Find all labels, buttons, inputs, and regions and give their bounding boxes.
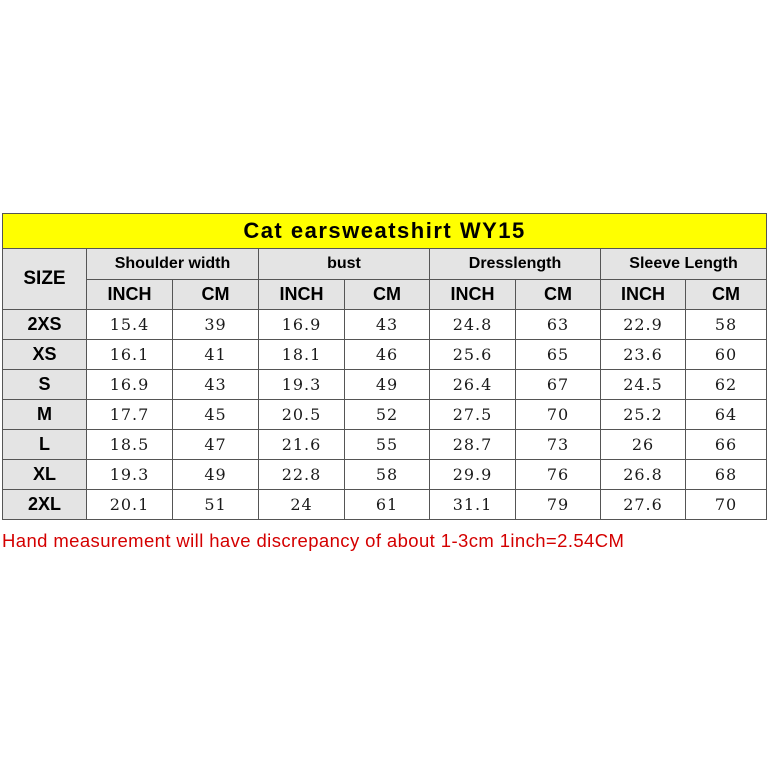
shoulder-cm-cell: 41 bbox=[173, 340, 259, 370]
bust-inch-cell: 24 bbox=[259, 490, 345, 520]
shoulder-cm-cell: 51 bbox=[173, 490, 259, 520]
size-label: XL bbox=[3, 460, 87, 490]
shoulder-cm-cell: 45 bbox=[173, 400, 259, 430]
shoulder-cm-cell: 49 bbox=[173, 460, 259, 490]
size-label: 2XL bbox=[3, 490, 87, 520]
dress-length-cm-cell: 79 bbox=[516, 490, 601, 520]
bust-cm-cell: 49 bbox=[345, 370, 430, 400]
table-row bbox=[3, 460, 767, 490]
size-label: S bbox=[3, 370, 87, 400]
shoulder-inch-cell: 18.5 bbox=[87, 430, 173, 460]
sleeve-length-cm-cell: 62 bbox=[686, 370, 767, 400]
shoulder-cm-cell: 39 bbox=[173, 310, 259, 340]
bust-cm-cell: 52 bbox=[345, 400, 430, 430]
dress-length-inch-cell: 27.5 bbox=[430, 400, 516, 430]
bust-inch-cell: 20.5 bbox=[259, 400, 345, 430]
sleeve-length-inch-cell: 22.9 bbox=[601, 310, 686, 340]
inch-unit-header: INCH bbox=[87, 280, 173, 310]
sleeve-length-cm-cell: 60 bbox=[686, 340, 767, 370]
cm-unit-header: CM bbox=[173, 280, 259, 310]
size-label: XS bbox=[3, 340, 87, 370]
bust-inch-cell: 22.8 bbox=[259, 460, 345, 490]
sleeve-length-cm-cell: 70 bbox=[686, 490, 767, 520]
size-label: L bbox=[3, 430, 87, 460]
sleeve-length-cm-cell: 66 bbox=[686, 430, 767, 460]
measurement-note: Hand measurement will have discrepancy of about 1-3cm 1inch=2.54CM bbox=[2, 530, 625, 551]
dress-length-inch-cell: 24.8 bbox=[430, 310, 516, 340]
inch-unit-header: INCH bbox=[430, 280, 516, 310]
unit-header-row bbox=[3, 280, 767, 310]
inch-unit-header: INCH bbox=[259, 280, 345, 310]
shoulder-inch-cell: 17.7 bbox=[87, 400, 173, 430]
bust-cm-cell: 58 bbox=[345, 460, 430, 490]
bust-cm-cell: 46 bbox=[345, 340, 430, 370]
dress-length-inch-cell: 26.4 bbox=[430, 370, 516, 400]
dress-length-header: Dresslength bbox=[430, 249, 601, 280]
dress-length-inch-cell: 25.6 bbox=[430, 340, 516, 370]
shoulder-width-header: Shoulder width bbox=[87, 249, 259, 280]
shoulder-inch-cell: 16.9 bbox=[87, 370, 173, 400]
table-row bbox=[3, 370, 767, 400]
cm-unit-header: CM bbox=[345, 280, 430, 310]
sleeve-length-cm-cell: 64 bbox=[686, 400, 767, 430]
table-title: Cat earsweatshirt WY15 bbox=[3, 214, 767, 249]
dress-length-cm-cell: 63 bbox=[516, 310, 601, 340]
sleeve-length-inch-cell: 27.6 bbox=[601, 490, 686, 520]
dress-length-cm-cell: 73 bbox=[516, 430, 601, 460]
size-label: 2XS bbox=[3, 310, 87, 340]
shoulder-inch-cell: 15.4 bbox=[87, 310, 173, 340]
bust-inch-cell: 19.3 bbox=[259, 370, 345, 400]
bust-inch-cell: 21.6 bbox=[259, 430, 345, 460]
sleeve-length-cm-cell: 68 bbox=[686, 460, 767, 490]
shoulder-inch-cell: 20.1 bbox=[87, 490, 173, 520]
bust-inch-cell: 16.9 bbox=[259, 310, 345, 340]
table-row bbox=[3, 430, 767, 460]
dress-length-cm-cell: 65 bbox=[516, 340, 601, 370]
cm-unit-header: CM bbox=[516, 280, 601, 310]
shoulder-inch-cell: 19.3 bbox=[87, 460, 173, 490]
bust-inch-cell: 18.1 bbox=[259, 340, 345, 370]
dress-length-inch-cell: 29.9 bbox=[430, 460, 516, 490]
table-row bbox=[3, 490, 767, 520]
bust-cm-cell: 55 bbox=[345, 430, 430, 460]
dress-length-cm-cell: 67 bbox=[516, 370, 601, 400]
size-label: M bbox=[3, 400, 87, 430]
table-row bbox=[3, 340, 767, 370]
table-row bbox=[3, 310, 767, 340]
sleeve-length-cm-cell: 58 bbox=[686, 310, 767, 340]
size-chart-table bbox=[2, 213, 767, 520]
shoulder-cm-cell: 47 bbox=[173, 430, 259, 460]
shoulder-cm-cell: 43 bbox=[173, 370, 259, 400]
sleeve-length-inch-cell: 26 bbox=[601, 430, 686, 460]
sleeve-length-header: Sleeve Length bbox=[601, 249, 767, 280]
cm-unit-header: CM bbox=[686, 280, 767, 310]
dress-length-cm-cell: 70 bbox=[516, 400, 601, 430]
sleeve-length-inch-cell: 23.6 bbox=[601, 340, 686, 370]
dress-length-inch-cell: 31.1 bbox=[430, 490, 516, 520]
sleeve-length-inch-cell: 26.8 bbox=[601, 460, 686, 490]
bust-header: bust bbox=[259, 249, 430, 280]
size-column-header: SIZE bbox=[3, 249, 87, 310]
dress-length-cm-cell: 76 bbox=[516, 460, 601, 490]
sleeve-length-inch-cell: 24.5 bbox=[601, 370, 686, 400]
bust-cm-cell: 43 bbox=[345, 310, 430, 340]
title-row bbox=[3, 214, 767, 249]
group-header-row bbox=[3, 249, 767, 280]
sleeve-length-inch-cell: 25.2 bbox=[601, 400, 686, 430]
dress-length-inch-cell: 28.7 bbox=[430, 430, 516, 460]
shoulder-inch-cell: 16.1 bbox=[87, 340, 173, 370]
bust-cm-cell: 61 bbox=[345, 490, 430, 520]
inch-unit-header: INCH bbox=[601, 280, 686, 310]
table-row bbox=[3, 400, 767, 430]
